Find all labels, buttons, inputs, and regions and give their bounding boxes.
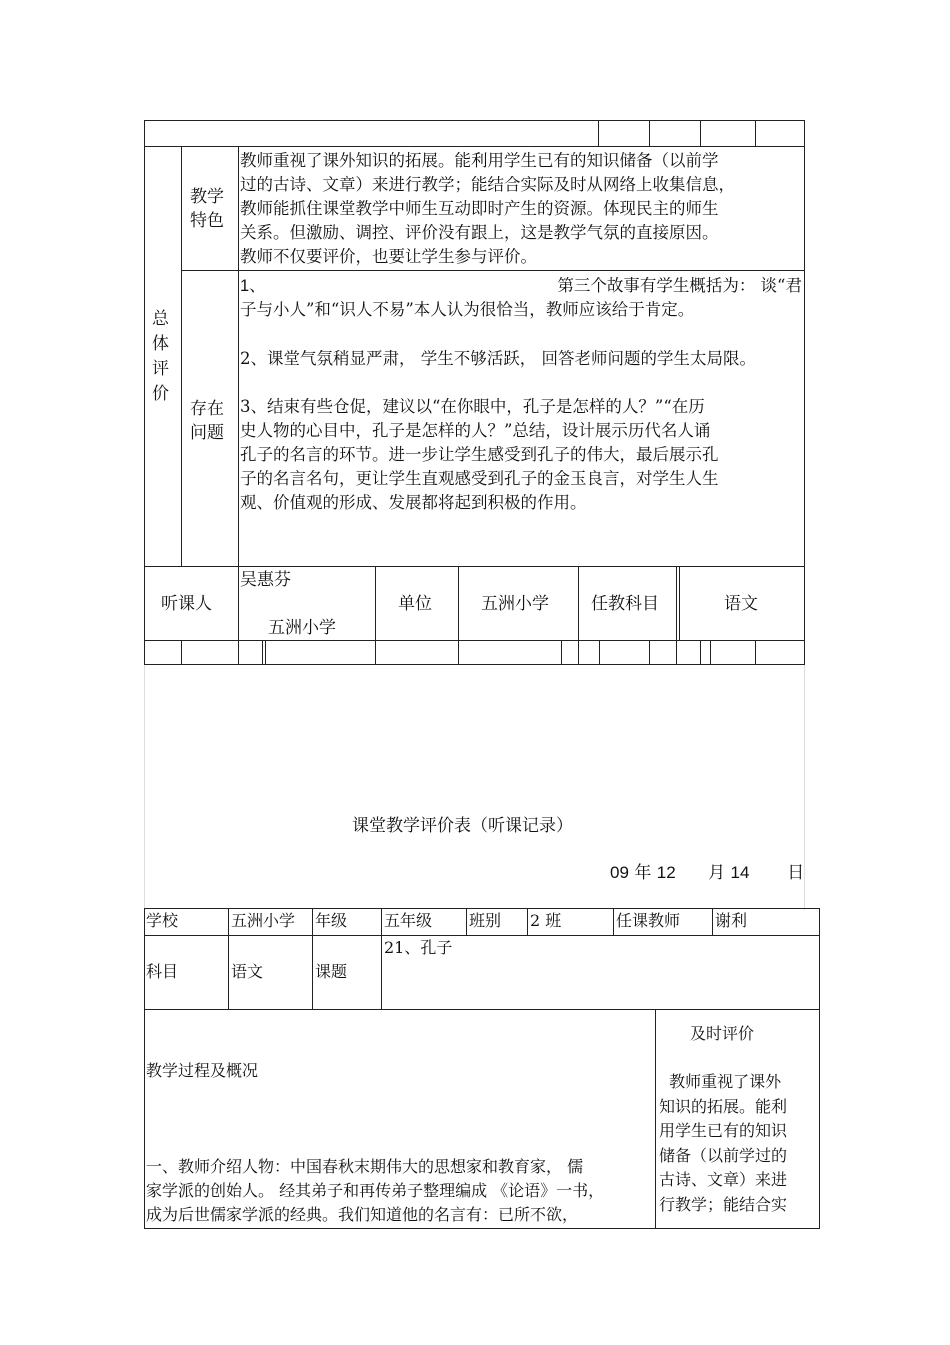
listener-label: 听课人 <box>161 594 212 614</box>
divider <box>375 566 376 641</box>
record-date: 09 年 12 月 14 日 <box>610 863 805 883</box>
subject-value: 语文 <box>724 594 758 614</box>
divider <box>527 908 528 935</box>
teaching-features-label: 教学 特色 <box>190 187 224 231</box>
record-title: 课堂教学评价表（听课记录） <box>352 816 573 836</box>
divider <box>144 1228 820 1229</box>
divider <box>238 147 239 567</box>
divider <box>181 270 804 271</box>
divider <box>144 664 805 665</box>
listener-name: 吴惠芬 <box>240 570 291 590</box>
divider <box>144 908 820 909</box>
divider <box>181 147 182 567</box>
divider <box>458 640 459 665</box>
problem-1: 1、 第三个故事有学生概括为： 谈“君 子与小人”和“识人不易”本人认为很恰当，教师应该给于肯定。 <box>240 276 802 319</box>
divider <box>755 640 756 665</box>
divider <box>700 640 701 665</box>
topic-value: 21、孔子 <box>384 938 453 957</box>
divider <box>679 566 680 641</box>
timely-eval-text: 教师重视了课外 知识的拓展。能利 用学生已有的知识 储备（以前学过的 古诗、文章）来进 行教学；能结合实 <box>659 1072 788 1214</box>
divider <box>144 566 145 641</box>
divider <box>804 566 805 641</box>
divider <box>238 566 239 641</box>
divider <box>144 566 805 567</box>
divider <box>649 640 650 665</box>
subject-label: 任教科目 <box>591 594 659 614</box>
divider <box>375 640 376 665</box>
divider <box>819 908 820 1229</box>
divider <box>312 908 313 1009</box>
divider <box>676 640 677 665</box>
divider <box>144 147 145 567</box>
divider <box>144 640 805 641</box>
overall-evaluation-label: 总 体 评 价 <box>152 309 169 404</box>
school-value: 五洲小学 <box>231 911 296 930</box>
divider <box>458 566 459 641</box>
divider <box>561 640 562 665</box>
teaching-features-text: 教师重视了课外知识的拓展。能利用学生已有的知识储备（以前学 过的古诗、文章）来进行教学；能结合实际及时从网络上收集信息， 教师能抓住课堂教学中师生互动即时产生的资源。体现民主的师生 关系。但激励、调控、评价没有跟上，这是教学气氛的直接原因。 教师不仅要评价，也要让学生参与评价。 <box>240 151 735 266</box>
divider <box>755 120 756 147</box>
divider <box>676 566 677 641</box>
divider <box>144 640 145 665</box>
page-edge-line <box>144 665 145 910</box>
teacher-value: 谢利 <box>715 911 748 930</box>
divider <box>238 640 239 665</box>
divider <box>466 908 467 935</box>
divider <box>649 120 650 147</box>
divider <box>228 908 229 1009</box>
class-label: 班别 <box>469 911 502 930</box>
class-value: 2 班 <box>530 911 562 930</box>
process-text: 一、教师介绍人物：中国春秋末期伟大的思想家和教育家， 儒 家学派的创始人。 经其弟子和再传弟子整理编成 《论语》一书， 成为后世儒家学派的经典。我们知道他的名言有：已所不欲， <box>146 1157 605 1224</box>
listener-school: 五洲小学 <box>268 618 336 638</box>
subject-value: 语文 <box>231 962 264 981</box>
divider <box>655 1009 656 1228</box>
divider <box>712 908 713 935</box>
subject-label: 科目 <box>146 962 179 981</box>
divider <box>265 640 266 665</box>
problems-label: 存在 问题 <box>190 399 224 443</box>
timely-eval-label: 及时评价 <box>690 1024 755 1043</box>
process-label: 教学过程及概况 <box>146 1061 259 1080</box>
divider <box>181 640 182 665</box>
table-top-row <box>144 120 805 147</box>
divider <box>804 147 805 567</box>
problem-3: 3、结束有些仓促，建议以“在你眼中，孔子是怎样的人？”“在历 史人物的心目中，孔子是怎样的人？”总结，设计展示历代名人诵 孔子的名言的环节。进一步让学生感受到孔子的伟大，最后展示孔 子的名言名句，更让学生直观感受到孔子的金玉良言，对学生人生 观、价值观的形成、发展都将起到积极的作用。 <box>240 397 719 512</box>
divider <box>598 120 599 147</box>
divider <box>262 640 263 665</box>
divider <box>710 640 711 665</box>
divider <box>144 935 820 936</box>
teacher-label: 任课教师 <box>616 911 681 930</box>
divider <box>700 120 701 147</box>
unit-value: 五洲小学 <box>481 594 549 614</box>
divider <box>381 908 382 1009</box>
divider <box>578 566 579 641</box>
school-label: 学校 <box>146 911 179 930</box>
divider <box>613 908 614 935</box>
divider <box>144 1009 820 1010</box>
grade-label: 年级 <box>315 911 348 930</box>
divider <box>804 640 805 665</box>
divider <box>599 640 600 665</box>
problem-2: 2、课堂气氛稍显严肃， 学生不够活跃， 回答老师问题的学生太局限。 <box>240 349 756 368</box>
unit-label: 单位 <box>398 594 432 614</box>
divider <box>144 908 145 1229</box>
topic-label: 课题 <box>315 962 348 981</box>
grade-value: 五年级 <box>384 911 433 930</box>
divider <box>578 640 579 665</box>
